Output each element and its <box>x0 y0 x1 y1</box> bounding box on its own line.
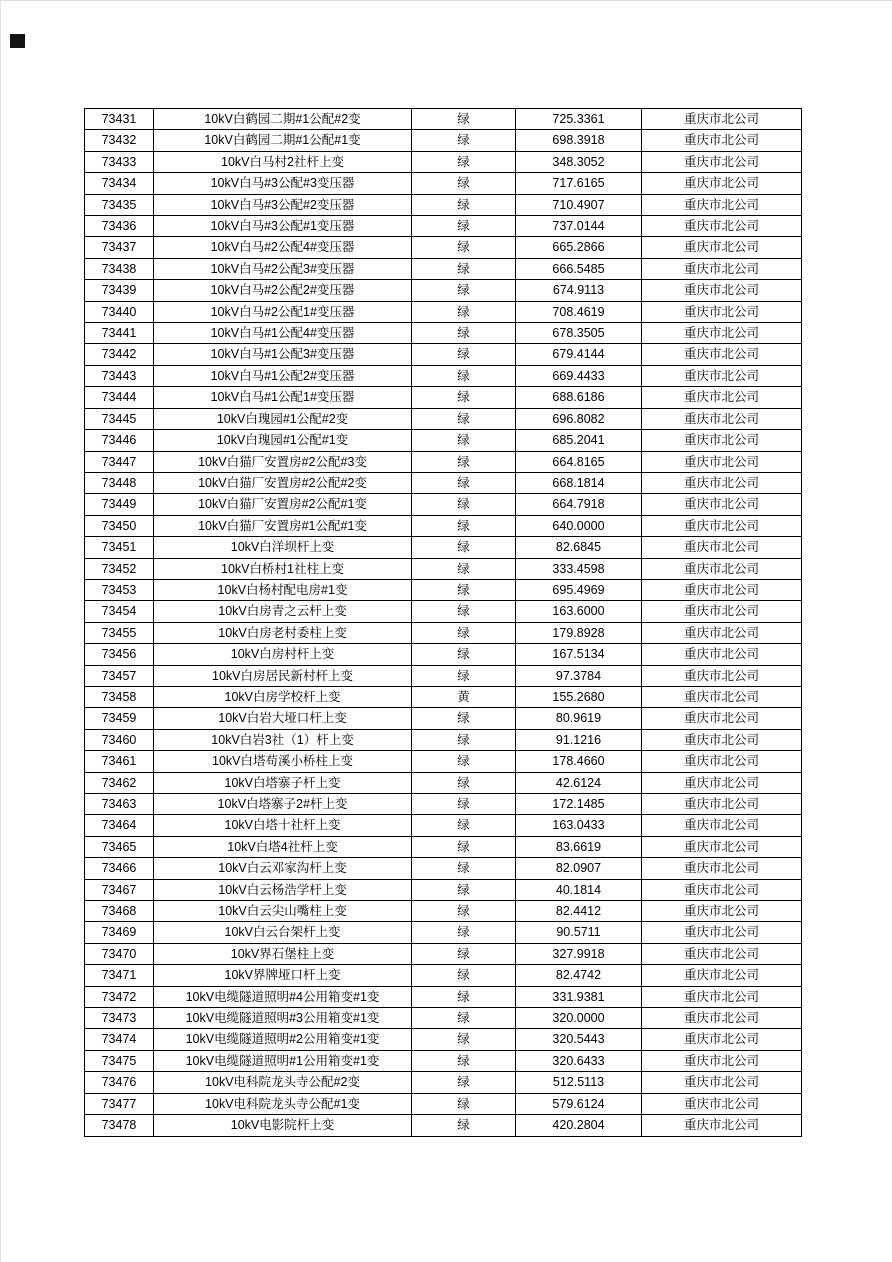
table-row <box>85 879 802 900</box>
cell-company: 重庆市北公司 <box>642 1093 802 1114</box>
cell-name: 10kV白猫厂安置房#2公配#1变 <box>154 494 412 515</box>
cell-company: 重庆市北公司 <box>642 858 802 879</box>
cell-company: 重庆市北公司 <box>642 323 802 344</box>
table-row <box>85 794 802 815</box>
cell-value: 579.6124 <box>516 1093 642 1114</box>
cell-name: 10kV白马#3公配#1变压器 <box>154 216 412 237</box>
cell-value: 327.9918 <box>516 943 642 964</box>
table-row <box>85 665 802 686</box>
table-row <box>85 1050 802 1071</box>
cell-value: 155.2680 <box>516 686 642 707</box>
cell-company: 重庆市北公司 <box>642 601 802 622</box>
cell-status: 绿 <box>412 216 516 237</box>
cell-name: 10kV白房老村委柱上变 <box>154 622 412 643</box>
cell-status: 绿 <box>412 301 516 322</box>
cell-name: 10kV白云杨浩学杆上变 <box>154 879 412 900</box>
cell-status: 绿 <box>412 1008 516 1029</box>
cell-name: 10kV白云邓家沟杆上变 <box>154 858 412 879</box>
cell-name: 10kV白塔4社杆上变 <box>154 836 412 857</box>
cell-company: 重庆市北公司 <box>642 729 802 750</box>
cell-id: 73476 <box>85 1072 154 1093</box>
cell-value: 664.7918 <box>516 494 642 515</box>
cell-status: 绿 <box>412 622 516 643</box>
table-body <box>85 109 802 1137</box>
cell-company: 重庆市北公司 <box>642 558 802 579</box>
cell-status: 黄 <box>412 686 516 707</box>
table-row <box>85 601 802 622</box>
table-row <box>85 237 802 258</box>
cell-company: 重庆市北公司 <box>642 216 802 237</box>
cell-value: 91.1216 <box>516 729 642 750</box>
cell-status: 绿 <box>412 430 516 451</box>
table-row <box>85 194 802 215</box>
cell-value: 717.6165 <box>516 173 642 194</box>
cell-id: 73441 <box>85 323 154 344</box>
cell-company: 重庆市北公司 <box>642 579 802 600</box>
table-row <box>85 344 802 365</box>
cell-company: 重庆市北公司 <box>642 1008 802 1029</box>
cell-company: 重庆市北公司 <box>642 1029 802 1050</box>
cell-status: 绿 <box>412 1093 516 1114</box>
cell-value: 696.8082 <box>516 408 642 429</box>
table-row <box>85 494 802 515</box>
cell-value: 348.3052 <box>516 151 642 172</box>
table-row <box>85 1072 802 1093</box>
cell-id: 73446 <box>85 430 154 451</box>
cell-name: 10kV白马#3公配#3变压器 <box>154 173 412 194</box>
cell-company: 重庆市北公司 <box>642 258 802 279</box>
cell-id: 73461 <box>85 751 154 772</box>
cell-company: 重庆市北公司 <box>642 751 802 772</box>
cell-value: 82.4742 <box>516 965 642 986</box>
cell-id: 73457 <box>85 665 154 686</box>
cell-name: 10kV电影院杆上变 <box>154 1115 412 1136</box>
cell-value: 320.0000 <box>516 1008 642 1029</box>
cell-id: 73456 <box>85 644 154 665</box>
table-row <box>85 836 802 857</box>
cell-id: 73458 <box>85 686 154 707</box>
cell-name: 10kV白塔寨子2#杆上变 <box>154 794 412 815</box>
cell-value: 42.6124 <box>516 772 642 793</box>
cell-name: 10kV电缆隧道照明#1公用箱变#1变 <box>154 1050 412 1071</box>
cell-id: 73451 <box>85 537 154 558</box>
cell-status: 绿 <box>412 194 516 215</box>
cell-status: 绿 <box>412 558 516 579</box>
cell-company: 重庆市北公司 <box>642 280 802 301</box>
cell-value: 708.4619 <box>516 301 642 322</box>
cell-id: 73435 <box>85 194 154 215</box>
cell-value: 678.3505 <box>516 323 642 344</box>
cell-id: 73434 <box>85 173 154 194</box>
cell-status: 绿 <box>412 109 516 130</box>
corner-mark <box>10 34 25 48</box>
cell-value: 333.4598 <box>516 558 642 579</box>
cell-name: 10kV白马#2公配1#变压器 <box>154 301 412 322</box>
cell-id: 73454 <box>85 601 154 622</box>
cell-status: 绿 <box>412 901 516 922</box>
table-row <box>85 173 802 194</box>
cell-name: 10kV白岩3社（1）杆上变 <box>154 729 412 750</box>
cell-value: 80.9619 <box>516 708 642 729</box>
cell-value: 737.0144 <box>516 216 642 237</box>
cell-value: 179.8928 <box>516 622 642 643</box>
cell-name: 10kV白塔苟溪小桥柱上变 <box>154 751 412 772</box>
cell-id: 73455 <box>85 622 154 643</box>
cell-status: 绿 <box>412 515 516 536</box>
cell-status: 绿 <box>412 729 516 750</box>
table-row <box>85 644 802 665</box>
cell-id: 73471 <box>85 965 154 986</box>
cell-status: 绿 <box>412 365 516 386</box>
cell-name: 10kV白马#2公配3#变压器 <box>154 258 412 279</box>
cell-company: 重庆市北公司 <box>642 879 802 900</box>
cell-name: 10kV白马#1公配3#变压器 <box>154 344 412 365</box>
table-row <box>85 280 802 301</box>
cell-id: 73449 <box>85 494 154 515</box>
cell-status: 绿 <box>412 130 516 151</box>
cell-status: 绿 <box>412 387 516 408</box>
cell-name: 10kV白岩大垭口杆上变 <box>154 708 412 729</box>
equipment-table <box>84 108 802 1137</box>
cell-value: 82.6845 <box>516 537 642 558</box>
table-row <box>85 901 802 922</box>
cell-company: 重庆市北公司 <box>642 1072 802 1093</box>
cell-status: 绿 <box>412 943 516 964</box>
cell-id: 73436 <box>85 216 154 237</box>
table-row <box>85 151 802 172</box>
cell-company: 重庆市北公司 <box>642 194 802 215</box>
cell-status: 绿 <box>412 836 516 857</box>
table-row <box>85 301 802 322</box>
cell-company: 重庆市北公司 <box>642 943 802 964</box>
cell-status: 绿 <box>412 151 516 172</box>
table-row <box>85 943 802 964</box>
cell-value: 685.2041 <box>516 430 642 451</box>
table-row <box>85 1029 802 1050</box>
cell-company: 重庆市北公司 <box>642 451 802 472</box>
table-row <box>85 1008 802 1029</box>
table-row <box>85 216 802 237</box>
cell-id: 73450 <box>85 515 154 536</box>
cell-value: 698.3918 <box>516 130 642 151</box>
cell-name: 10kV白马村2社杆上变 <box>154 151 412 172</box>
cell-id: 73468 <box>85 901 154 922</box>
cell-id: 73439 <box>85 280 154 301</box>
cell-name: 10kV电缆隧道照明#3公用箱变#1变 <box>154 1008 412 1029</box>
cell-status: 绿 <box>412 986 516 1007</box>
cell-name: 10kV白马#1公配2#变压器 <box>154 365 412 386</box>
cell-value: 640.0000 <box>516 515 642 536</box>
cell-status: 绿 <box>412 494 516 515</box>
cell-id: 73452 <box>85 558 154 579</box>
cell-name: 10kV白云台架杆上变 <box>154 922 412 943</box>
table-row <box>85 708 802 729</box>
cell-id: 73469 <box>85 922 154 943</box>
cell-status: 绿 <box>412 1029 516 1050</box>
cell-status: 绿 <box>412 922 516 943</box>
cell-id: 73475 <box>85 1050 154 1071</box>
cell-status: 绿 <box>412 858 516 879</box>
cell-company: 重庆市北公司 <box>642 344 802 365</box>
cell-status: 绿 <box>412 665 516 686</box>
cell-id: 73440 <box>85 301 154 322</box>
cell-name: 10kV白猫厂安置房#2公配#3变 <box>154 451 412 472</box>
cell-value: 688.6186 <box>516 387 642 408</box>
cell-status: 绿 <box>412 579 516 600</box>
cell-id: 73463 <box>85 794 154 815</box>
cell-company: 重庆市北公司 <box>642 794 802 815</box>
cell-id: 73473 <box>85 1008 154 1029</box>
cell-status: 绿 <box>412 472 516 493</box>
cell-value: 172.1485 <box>516 794 642 815</box>
cell-company: 重庆市北公司 <box>642 965 802 986</box>
cell-value: 725.3361 <box>516 109 642 130</box>
table-row <box>85 579 802 600</box>
cell-name: 10kV白房居民新村杆上变 <box>154 665 412 686</box>
cell-name: 10kV白马#3公配#2变压器 <box>154 194 412 215</box>
cell-name: 10kV白桥村1社柱上变 <box>154 558 412 579</box>
cell-company: 重庆市北公司 <box>642 815 802 836</box>
cell-company: 重庆市北公司 <box>642 130 802 151</box>
cell-status: 绿 <box>412 537 516 558</box>
table-row <box>85 1115 802 1136</box>
table-row <box>85 430 802 451</box>
cell-company: 重庆市北公司 <box>642 665 802 686</box>
table-row <box>85 323 802 344</box>
cell-status: 绿 <box>412 1072 516 1093</box>
cell-value: 665.2866 <box>516 237 642 258</box>
cell-status: 绿 <box>412 1115 516 1136</box>
cell-status: 绿 <box>412 644 516 665</box>
cell-id: 73437 <box>85 237 154 258</box>
cell-company: 重庆市北公司 <box>642 537 802 558</box>
cell-id: 73472 <box>85 986 154 1007</box>
cell-id: 73464 <box>85 815 154 836</box>
cell-name: 10kV白瑰园#1公配#2变 <box>154 408 412 429</box>
table-row <box>85 1093 802 1114</box>
table-row <box>85 472 802 493</box>
cell-id: 73459 <box>85 708 154 729</box>
cell-name: 10kV白房学校杆上变 <box>154 686 412 707</box>
table-row <box>85 922 802 943</box>
cell-company: 重庆市北公司 <box>642 515 802 536</box>
cell-name: 10kV电缆隧道照明#4公用箱变#1变 <box>154 986 412 1007</box>
cell-id: 73431 <box>85 109 154 130</box>
cell-value: 695.4969 <box>516 579 642 600</box>
cell-value: 82.0907 <box>516 858 642 879</box>
cell-status: 绿 <box>412 601 516 622</box>
cell-id: 73438 <box>85 258 154 279</box>
cell-value: 331.9381 <box>516 986 642 1007</box>
cell-value: 178.4660 <box>516 751 642 772</box>
table-row <box>85 387 802 408</box>
cell-value: 97.3784 <box>516 665 642 686</box>
cell-status: 绿 <box>412 965 516 986</box>
cell-id: 73444 <box>85 387 154 408</box>
table-row <box>85 772 802 793</box>
cell-value: 512.5113 <box>516 1072 642 1093</box>
cell-value: 320.5443 <box>516 1029 642 1050</box>
table-row <box>85 365 802 386</box>
cell-status: 绿 <box>412 237 516 258</box>
cell-company: 重庆市北公司 <box>642 1115 802 1136</box>
cell-company: 重庆市北公司 <box>642 1050 802 1071</box>
cell-id: 73474 <box>85 1029 154 1050</box>
cell-value: 668.1814 <box>516 472 642 493</box>
cell-status: 绿 <box>412 751 516 772</box>
cell-id: 73478 <box>85 1115 154 1136</box>
cell-name: 10kV白云尖山嘴柱上变 <box>154 901 412 922</box>
cell-id: 73447 <box>85 451 154 472</box>
cell-company: 重庆市北公司 <box>642 472 802 493</box>
cell-id: 73460 <box>85 729 154 750</box>
cell-name: 10kV电缆隧道照明#2公用箱变#1变 <box>154 1029 412 1050</box>
cell-name: 10kV白鹤园二期#1公配#2变 <box>154 109 412 130</box>
cell-value: 82.4412 <box>516 901 642 922</box>
cell-name: 10kV白洋坝杆上变 <box>154 537 412 558</box>
cell-name: 10kV白塔十社杆上变 <box>154 815 412 836</box>
table-row <box>85 408 802 429</box>
cell-value: 163.0433 <box>516 815 642 836</box>
cell-id: 73465 <box>85 836 154 857</box>
cell-company: 重庆市北公司 <box>642 708 802 729</box>
cell-id: 73453 <box>85 579 154 600</box>
cell-company: 重庆市北公司 <box>642 301 802 322</box>
cell-name: 10kV界石堡柱上变 <box>154 943 412 964</box>
cell-id: 73477 <box>85 1093 154 1114</box>
cell-company: 重庆市北公司 <box>642 109 802 130</box>
cell-company: 重庆市北公司 <box>642 836 802 857</box>
cell-value: 669.4433 <box>516 365 642 386</box>
cell-company: 重庆市北公司 <box>642 173 802 194</box>
cell-name: 10kV白杨村配电房#1变 <box>154 579 412 600</box>
table-row <box>85 451 802 472</box>
cell-status: 绿 <box>412 173 516 194</box>
cell-value: 420.2804 <box>516 1115 642 1136</box>
cell-status: 绿 <box>412 772 516 793</box>
cell-company: 重庆市北公司 <box>642 772 802 793</box>
cell-name: 10kV白房村杆上变 <box>154 644 412 665</box>
cell-status: 绿 <box>412 815 516 836</box>
table-row <box>85 622 802 643</box>
table-row <box>85 815 802 836</box>
cell-name: 10kV白马#1公配4#变压器 <box>154 323 412 344</box>
table-row <box>85 558 802 579</box>
cell-company: 重庆市北公司 <box>642 151 802 172</box>
cell-id: 73433 <box>85 151 154 172</box>
cell-status: 绿 <box>412 344 516 365</box>
table-row <box>85 537 802 558</box>
cell-status: 绿 <box>412 794 516 815</box>
table-row <box>85 858 802 879</box>
cell-company: 重庆市北公司 <box>642 387 802 408</box>
cell-value: 167.5134 <box>516 644 642 665</box>
cell-name: 10kV白塔寨子杆上变 <box>154 772 412 793</box>
cell-name: 10kV白猫厂安置房#2公配#2变 <box>154 472 412 493</box>
cell-company: 重庆市北公司 <box>642 237 802 258</box>
cell-company: 重庆市北公司 <box>642 494 802 515</box>
cell-id: 73448 <box>85 472 154 493</box>
cell-id: 73443 <box>85 365 154 386</box>
cell-name: 10kV电科院龙头寺公配#2变 <box>154 1072 412 1093</box>
cell-status: 绿 <box>412 408 516 429</box>
cell-name: 10kV白马#2公配2#变压器 <box>154 280 412 301</box>
cell-id: 73445 <box>85 408 154 429</box>
cell-value: 40.1814 <box>516 879 642 900</box>
cell-value: 710.4907 <box>516 194 642 215</box>
cell-status: 绿 <box>412 1050 516 1071</box>
cell-id: 73462 <box>85 772 154 793</box>
cell-company: 重庆市北公司 <box>642 408 802 429</box>
cell-value: 679.4144 <box>516 344 642 365</box>
table-row <box>85 258 802 279</box>
table-row <box>85 965 802 986</box>
table-row <box>85 515 802 536</box>
cell-value: 163.6000 <box>516 601 642 622</box>
cell-status: 绿 <box>412 323 516 344</box>
table-row <box>85 751 802 772</box>
cell-value: 90.5711 <box>516 922 642 943</box>
table-row <box>85 729 802 750</box>
cell-status: 绿 <box>412 451 516 472</box>
cell-company: 重庆市北公司 <box>642 365 802 386</box>
cell-id: 73466 <box>85 858 154 879</box>
cell-company: 重庆市北公司 <box>642 686 802 707</box>
cell-id: 73442 <box>85 344 154 365</box>
cell-value: 83.6619 <box>516 836 642 857</box>
cell-status: 绿 <box>412 708 516 729</box>
cell-status: 绿 <box>412 879 516 900</box>
cell-company: 重庆市北公司 <box>642 644 802 665</box>
cell-company: 重庆市北公司 <box>642 901 802 922</box>
cell-company: 重庆市北公司 <box>642 922 802 943</box>
table-row <box>85 109 802 130</box>
cell-name: 10kV白鹤园二期#1公配#1变 <box>154 130 412 151</box>
cell-company: 重庆市北公司 <box>642 430 802 451</box>
cell-company: 重庆市北公司 <box>642 622 802 643</box>
cell-name: 10kV白马#1公配1#变压器 <box>154 387 412 408</box>
cell-name: 10kV界牌垭口杆上变 <box>154 965 412 986</box>
cell-value: 320.6433 <box>516 1050 642 1071</box>
cell-id: 73467 <box>85 879 154 900</box>
cell-status: 绿 <box>412 280 516 301</box>
cell-name: 10kV白猫厂安置房#1公配#1变 <box>154 515 412 536</box>
cell-id: 73470 <box>85 943 154 964</box>
cell-name: 10kV电科院龙头寺公配#1变 <box>154 1093 412 1114</box>
cell-value: 666.5485 <box>516 258 642 279</box>
table-row <box>85 686 802 707</box>
cell-value: 664.8165 <box>516 451 642 472</box>
cell-company: 重庆市北公司 <box>642 986 802 1007</box>
table-row <box>85 986 802 1007</box>
cell-value: 674.9113 <box>516 280 642 301</box>
cell-name: 10kV白房青之云杆上变 <box>154 601 412 622</box>
cell-name: 10kV白瑰园#1公配#1变 <box>154 430 412 451</box>
cell-id: 73432 <box>85 130 154 151</box>
cell-name: 10kV白马#2公配4#变压器 <box>154 237 412 258</box>
cell-status: 绿 <box>412 258 516 279</box>
table-row <box>85 130 802 151</box>
